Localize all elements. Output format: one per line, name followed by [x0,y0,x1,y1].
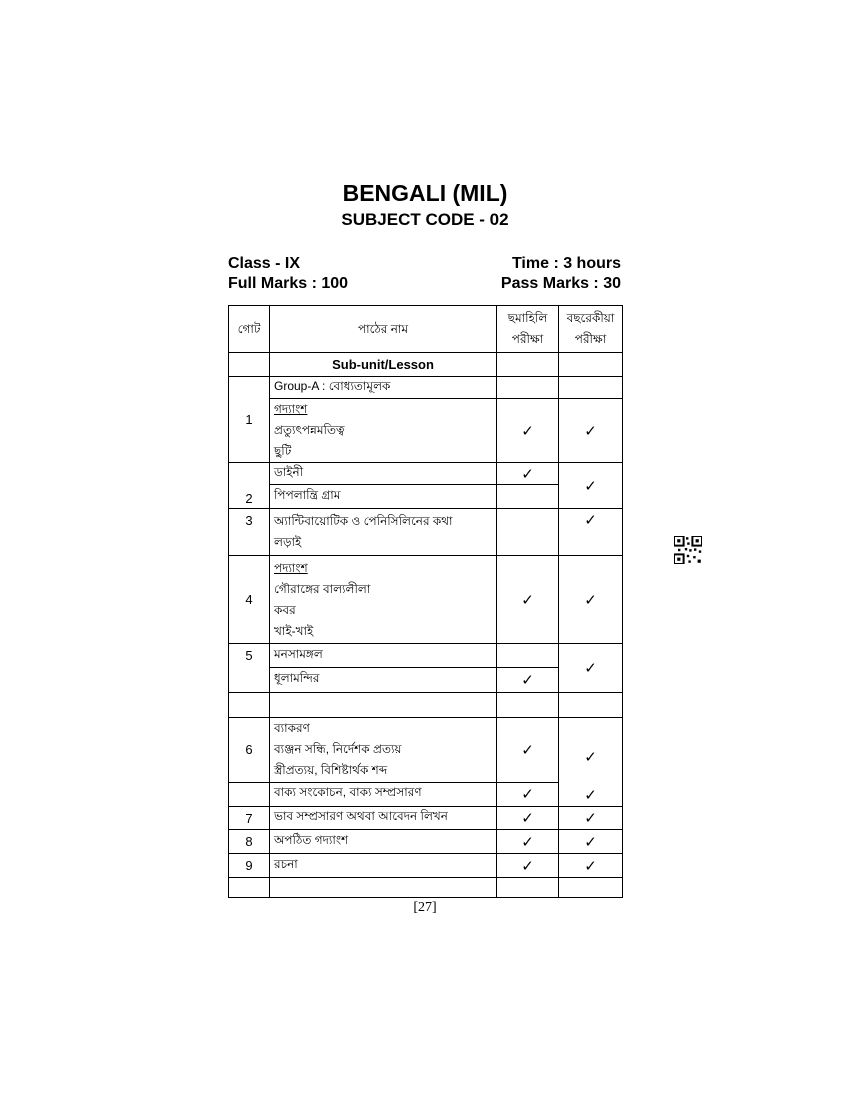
unit-number: 1 [229,377,270,463]
lesson-name: ব্যঞ্জন সন্ধি, নির্দেশক প্রত্যয় [274,742,402,757]
class-label: Class - IX [228,255,301,272]
lesson-name: প্রত্যুৎপন্নমতিত্ব [274,423,345,437]
check-icon: ✓ [521,785,534,804]
page-number: [27] [413,900,437,915]
unit-number: 4 [229,556,270,644]
check-icon: ✓ [521,421,534,440]
document-title: BENGALI (MIL) [342,180,508,206]
table-row [229,509,623,556]
section-heading: ব্যাকরণ [274,721,310,736]
lesson-cell [270,718,497,783]
unit-number: 8 [229,830,270,854]
lesson-name: গৌরাঙ্গের বাল্যলীলা [274,581,371,596]
syllabus-table [228,305,623,898]
lesson-name: পিপলান্ত্রি গ্রাম [270,485,497,509]
lesson-name: অপঠিত গদ্যাংশ [270,830,497,854]
table-row [229,807,623,830]
check-icon: ✓ [521,590,534,609]
check-icon: ✓ [521,809,534,827]
lesson-name: ভাব সম্প্রসারণ অথবা আবেদন লিখন [270,807,497,830]
header-lesson: পাঠের নাম [270,306,497,353]
table-row [229,854,623,878]
check-icon: ✓ [584,786,597,804]
lesson-name: লড়াই [274,535,302,549]
lesson-name: মনসামঙ্গল [270,644,497,668]
section-heading: পদ্যাংশ [274,560,308,575]
lesson-cell [270,509,497,556]
subunit-row [229,353,623,377]
lesson-name: অ্যান্টিবায়োটিক ও পেনিসিলিনের কথা [274,514,453,528]
pass-marks-label: Pass Marks : 30 [500,275,621,292]
check-icon: ✓ [521,740,534,759]
lesson-name: খাই-খাই [274,623,314,638]
check-icon: ✓ [584,748,597,766]
table-row [229,556,623,644]
table-header-row [229,306,623,353]
check-icon: ✓ [521,832,534,851]
header-unit: গোট [229,306,270,353]
check-icon: ✓ [521,856,534,875]
lesson-cell [270,556,497,644]
unit-number: 9 [229,854,270,878]
lesson-name: রচনা [270,854,497,878]
check-icon: ✓ [584,856,597,875]
check-icon: ✓ [521,671,534,689]
section-heading: গদ্যাংশ [274,402,308,416]
unit-number: 6 [229,718,270,783]
table-row [229,878,623,898]
group-a-label: Group-A : বোধ্যতামূলক [270,377,497,399]
lesson-name: স্ত্রীপ্রত্যয়, বিশিষ্টার্থক শব্দ [274,763,388,778]
check-icon: ✓ [584,476,597,495]
table-row [229,463,623,485]
check-icon: ✓ [584,809,597,827]
lesson-cell [270,399,497,463]
header-annual: বছরেকীয়া পরীক্ষা [559,306,623,353]
table-row [229,693,623,718]
lesson-name: ছুটি [274,444,292,458]
check-icon: ✓ [521,464,534,483]
check-icon: ✓ [584,659,597,677]
unit-number: 2 [229,463,270,509]
check-icon: ✓ [584,511,597,529]
header-halfyearly: ছমাহিলি পরীক্ষা [497,306,559,353]
table-row [229,830,623,854]
subject-code: SUBJECT CODE - 02 [341,210,509,229]
table-row [229,644,623,668]
time-label: Time : 3 hours [511,255,621,272]
lesson-name: বাক্য সংকোচন, বাক্য সম্প্রসারণ [270,782,497,806]
unit-number: 5 [229,644,270,693]
subunit-label: Sub-unit/Lesson [270,353,497,377]
unit-number: 7 [229,807,270,830]
check-icon: ✓ [584,590,597,609]
table-row [229,399,623,463]
unit-number: 3 [229,509,270,556]
lesson-name: ধূলামন্দির [270,668,497,693]
qr-code-icon [674,536,702,564]
table-row [229,377,623,399]
lesson-name: ডাইনী [270,463,497,485]
check-icon: ✓ [584,832,597,851]
table-row [229,718,623,783]
check-icon: ✓ [584,421,597,440]
lesson-name: কবর [274,602,296,617]
full-marks-label: Full Marks : 100 [228,275,349,292]
